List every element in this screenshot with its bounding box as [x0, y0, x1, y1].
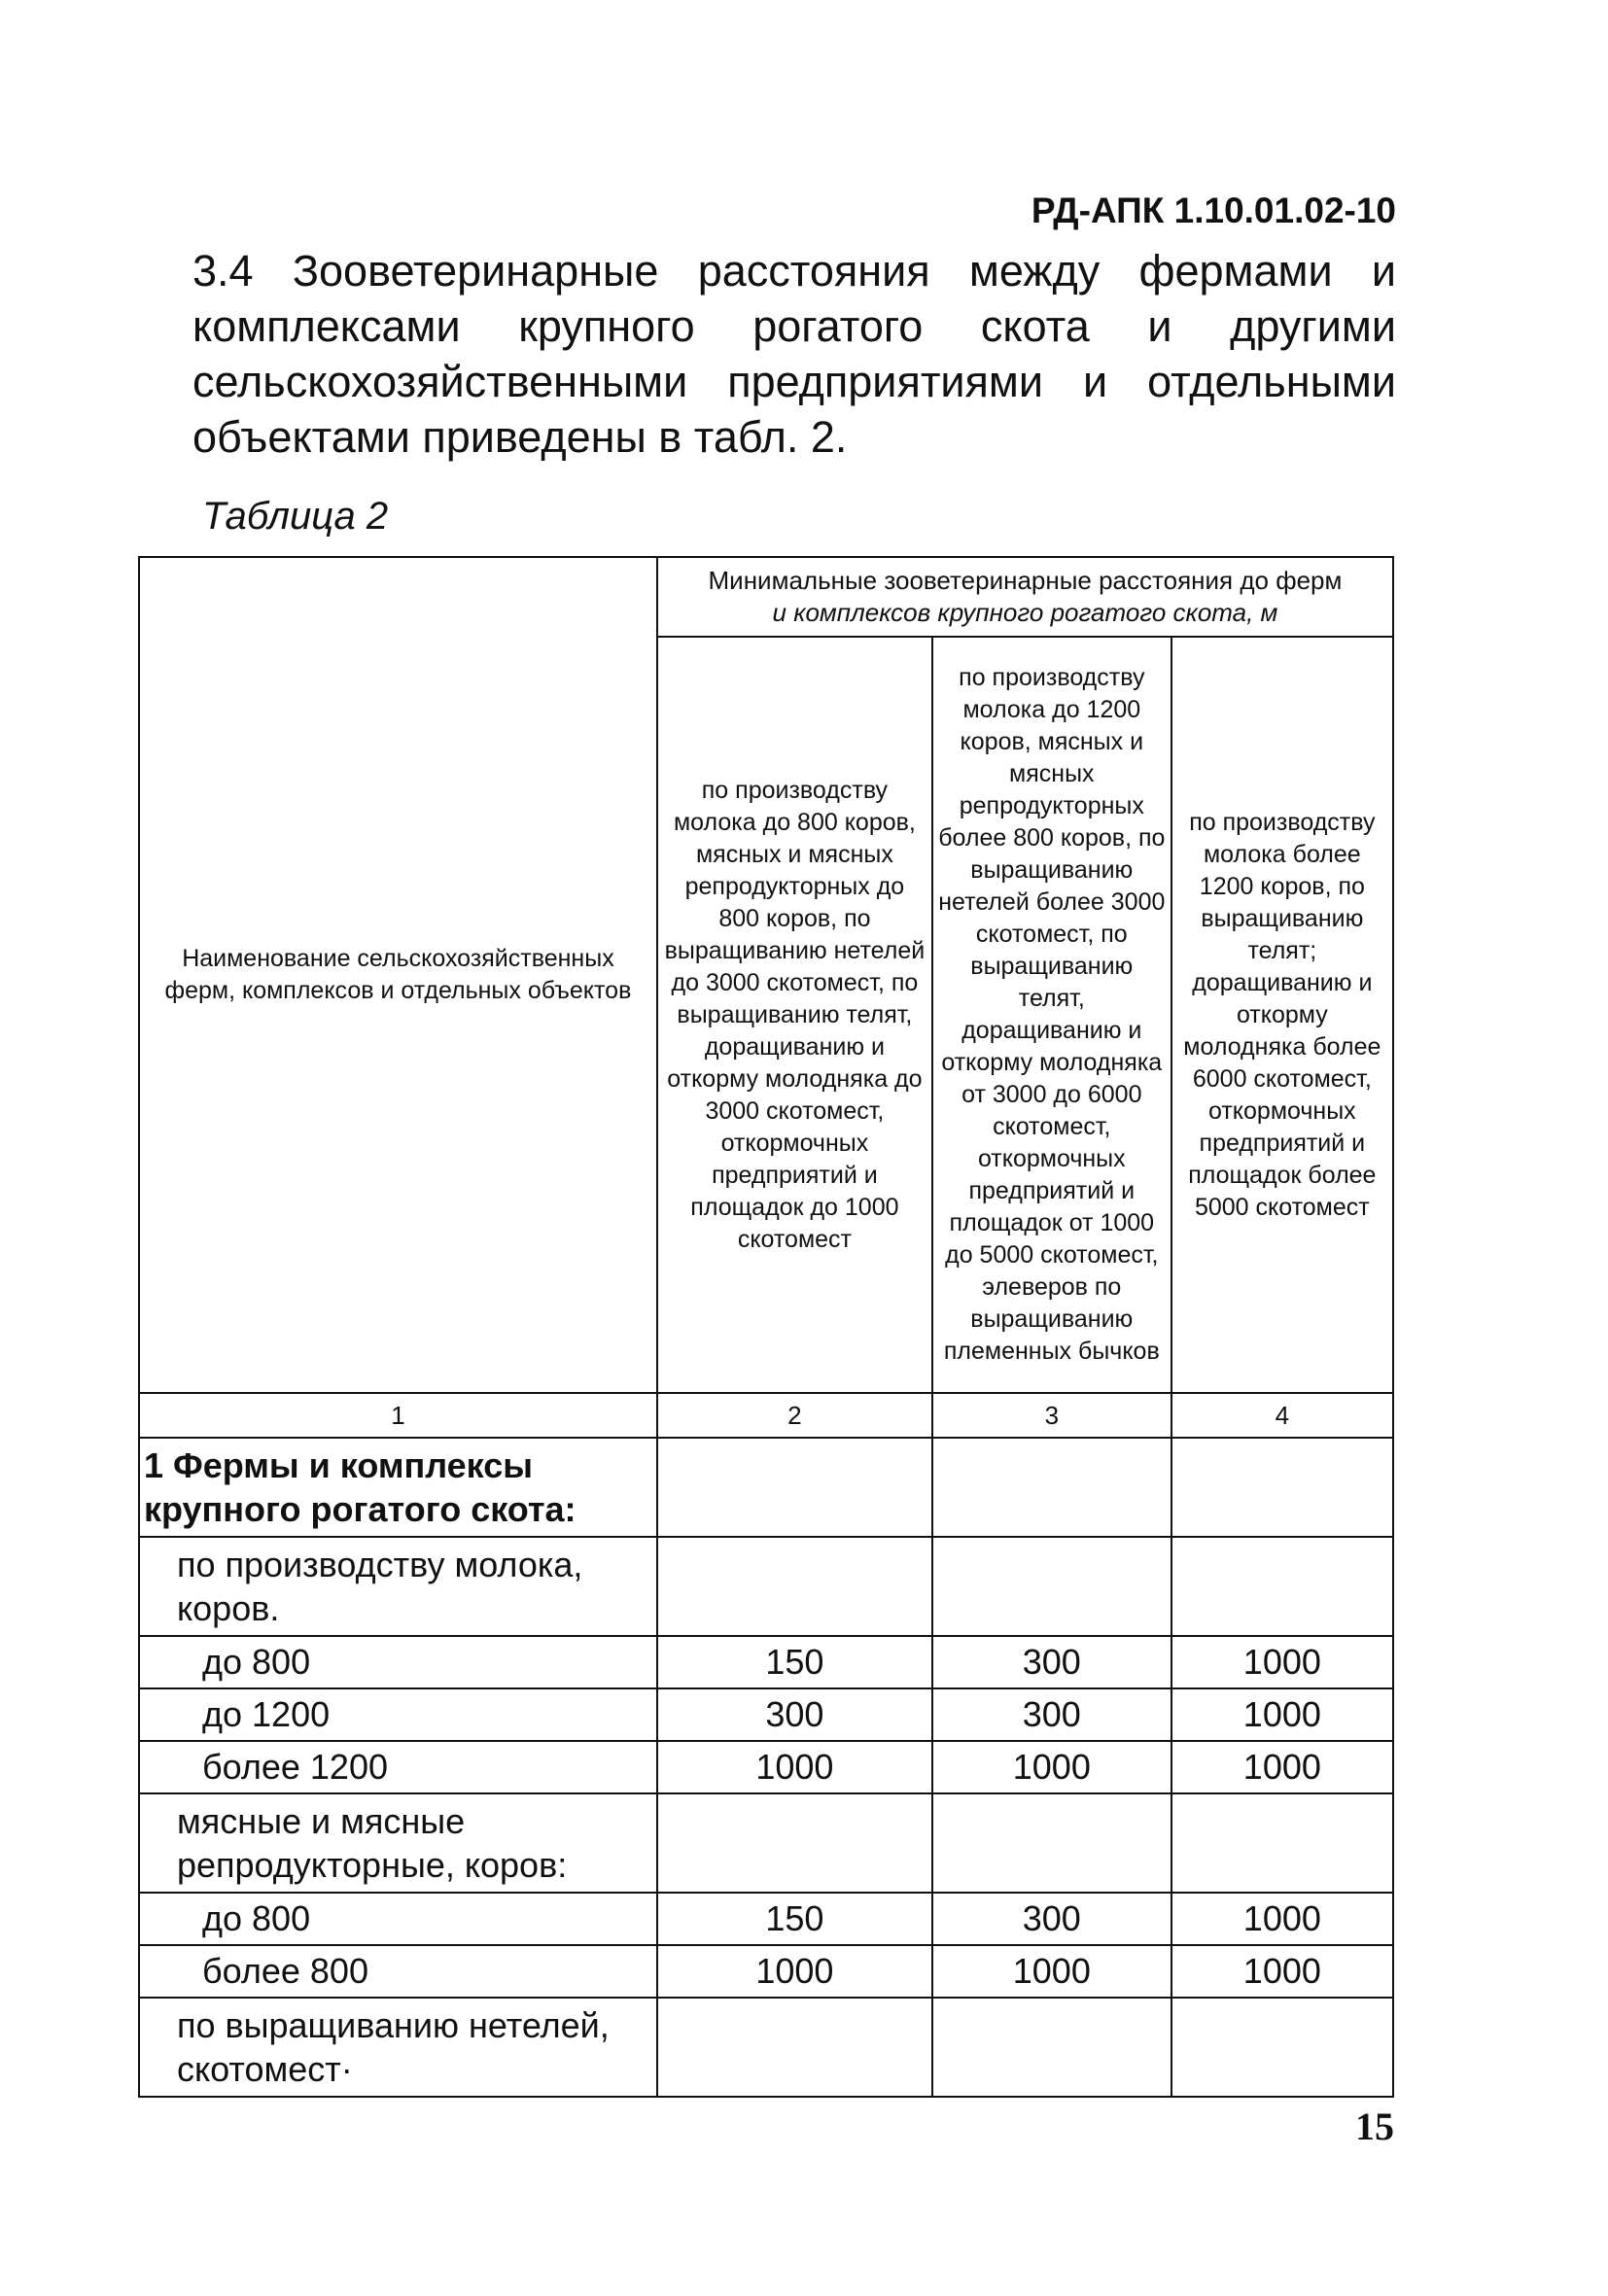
row-label: до 1200 — [139, 1688, 657, 1741]
empty-cell — [932, 1793, 1171, 1893]
column-number: 4 — [1171, 1393, 1393, 1438]
header-col1: Наименование сельскохозяйственных ферм, комплексов и отдельных объектов — [139, 557, 657, 1393]
column-number: 3 — [932, 1393, 1171, 1438]
distance-table — [138, 556, 1394, 2098]
value-col2: 1000 — [657, 1945, 932, 1998]
group-row — [139, 1998, 1393, 2097]
header-col3: по производству молока до 1200 коров, мясных и мясных репродукторных более 800 коров, по выращиванию нетелей более 3000 скотомест, по выращиванию телят, доращиванию и откорму молодняка от 3000 до 6000 скотомест, откормочных предприятий и площадок от 1000 до 5000 скотомест, элеверов по выращиванию племенных бычков — [932, 637, 1171, 1393]
value-col4: 1000 — [1171, 1893, 1393, 1945]
table-row — [139, 1893, 1393, 1945]
value-col4: 1000 — [1171, 1945, 1393, 1998]
empty-cell — [932, 1998, 1171, 2097]
value-col4: 1000 — [1171, 1688, 1393, 1741]
value-col4: 1000 — [1171, 1636, 1393, 1688]
section-row — [139, 1438, 1393, 1537]
header-col4: по производству молока более 1200 коров, по выращиванию телят; доращиванию и откорму молодняка более 6000 скотомест, откормочных предприятий и площадок более 5000 скотомест — [1171, 637, 1393, 1393]
section-title: 1 Фермы и комплексы крупного рогатого скота: — [139, 1438, 657, 1537]
value-col2: 1000 — [657, 1741, 932, 1793]
group-row — [139, 1537, 1393, 1636]
group-title: по производству молока, коров. — [139, 1537, 657, 1636]
table-row — [139, 1945, 1393, 1998]
row-label: до 800 — [139, 1636, 657, 1688]
header-col2: по производству молока до 800 коров, мясных и мясных репродукторных до 800 коров, по выращиванию нетелей до 3000 скотомест, по выращиванию телят, доращиванию и откорму молодняка до 3000 скотомест, откормочных предприятий и площадок до 1000 скотомест — [657, 637, 932, 1393]
empty-cell — [932, 1537, 1171, 1636]
group-title: по выращиванию нетелей, скотомест· — [139, 1998, 657, 2097]
column-number: 1 — [139, 1393, 657, 1438]
group-title: мясные и мясные репродукторные, коров: — [139, 1793, 657, 1893]
column-number-row — [139, 1393, 1393, 1438]
table-row — [139, 1741, 1393, 1793]
table-header-row — [139, 557, 1393, 637]
empty-cell — [657, 1793, 932, 1893]
document-code: РД-АПК 1.10.01.02-10 — [1031, 191, 1396, 230]
value-col3: 300 — [932, 1688, 1171, 1741]
row-label: до 800 — [139, 1893, 657, 1945]
column-number: 2 — [657, 1393, 932, 1438]
row-label: более 1200 — [139, 1741, 657, 1793]
value-col2: 300 — [657, 1688, 932, 1741]
table-row — [139, 1636, 1393, 1688]
empty-cell — [657, 1537, 932, 1636]
empty-cell — [1171, 1438, 1393, 1537]
empty-cell — [932, 1438, 1171, 1537]
header-group — [657, 557, 1393, 637]
group-row — [139, 1793, 1393, 1893]
empty-cell — [657, 1998, 932, 2097]
empty-cell — [1171, 1793, 1393, 1893]
value-col3: 1000 — [932, 1945, 1171, 1998]
table-caption: Таблица 2 — [202, 495, 389, 538]
value-col2: 150 — [657, 1636, 932, 1688]
empty-cell — [1171, 1537, 1393, 1636]
value-col3: 1000 — [932, 1741, 1171, 1793]
empty-cell — [1171, 1998, 1393, 2097]
header-group-line2: и комплексов крупного рогатого скота, м — [772, 598, 1278, 627]
value-col2: 150 — [657, 1893, 932, 1945]
header-group-line1: Минимальные зооветеринарные расстояния до ферм — [708, 566, 1343, 595]
value-col4: 1000 — [1171, 1741, 1393, 1793]
table-row — [139, 1688, 1393, 1741]
intro-paragraph: 3.4 Зооветеринарные расстояния между фермами и комплексами крупного рогатого скота и другими сельскохозяйственными предприятиями и отдельными объектами приведены в табл. 2. — [192, 246, 1396, 462]
value-col3: 300 — [932, 1893, 1171, 1945]
row-label: более 800 — [139, 1945, 657, 1998]
value-col3: 300 — [932, 1636, 1171, 1688]
empty-cell — [657, 1438, 932, 1537]
page-number: 15 — [1355, 2105, 1394, 2148]
